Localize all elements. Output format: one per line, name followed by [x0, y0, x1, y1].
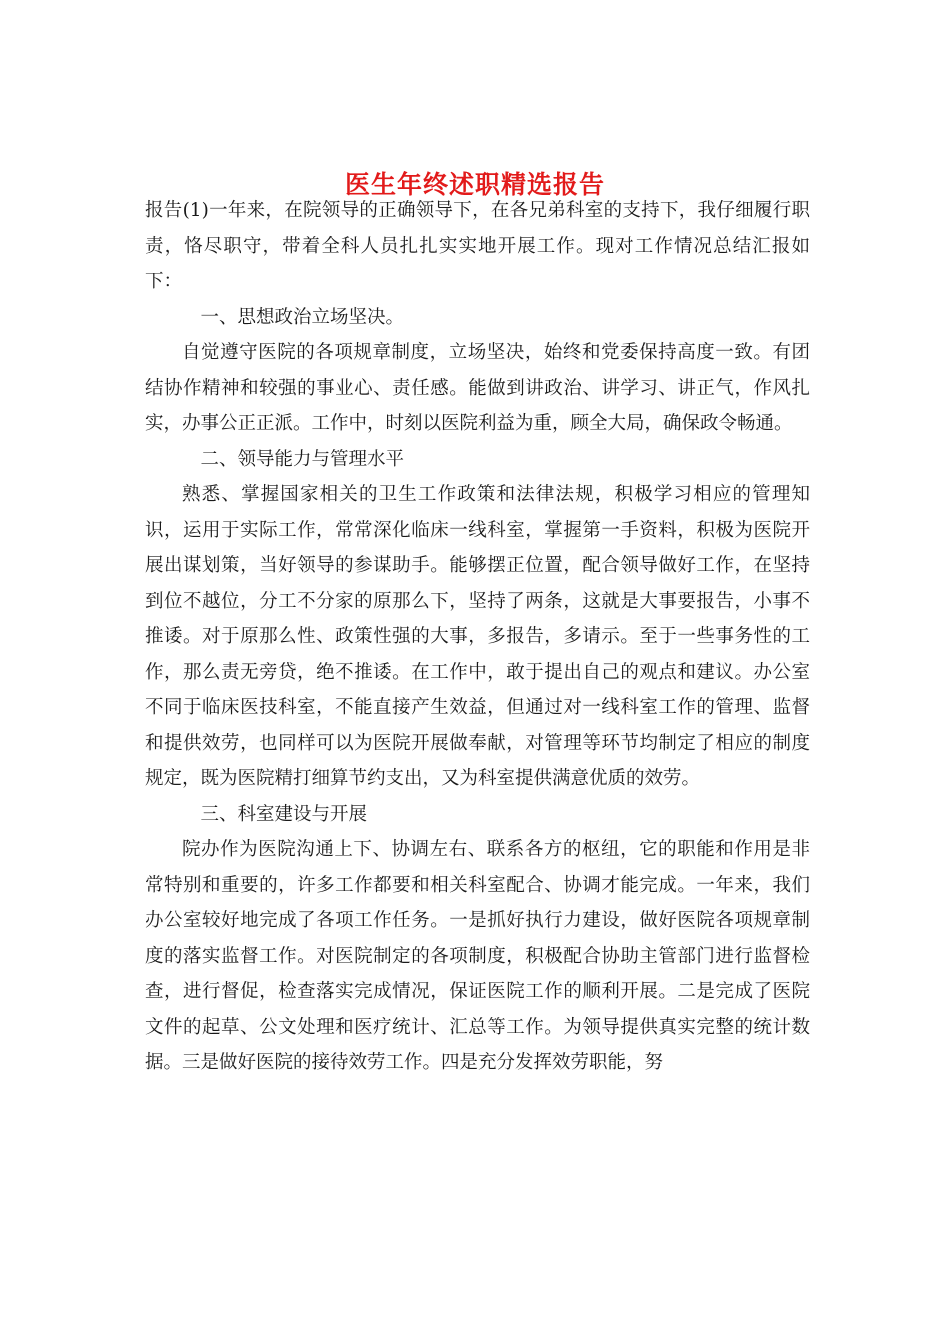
intro-paragraph: 报告(1)一年来，在院领导的正确领导下，在各兄弟科室的支持下，我仔细履行职责，恪尽职守，带着全科人员扎扎实实地开展工作。现对工作情况总结汇报如下： [145, 200, 810, 292]
section-heading-3: 三、科室建设与开展 [200, 803, 368, 825]
section-heading-1: 一、思想政治立场坚决。 [200, 306, 405, 328]
body-paragraph-1: 自觉遵守医院的各项规章制度，立场坚决，始终和党委保持高度一致。有团结协作精神和较强的事业心、责任感。能做到讲政治、讲学习、讲正气，作风扎实，办事公正正派。工作中，时刻以医院利益为重，顾全大局，确保政令畅通。 [145, 342, 810, 434]
document-body [145, 193, 810, 1081]
body-paragraph-3: 院办作为医院沟通上下、协调左右、联系各方的枢纽，它的职能和作用是非常特别和重要的，许多工作都要和相关科室配合、协调才能完成。一年来，我们办公室较好地完成了各项工作任务。一是抓好执行力建设，做好医院各项规章制度的落实监督工作。对医院制定的各项制度，积极配合协助主管部门进行监督检查，进行督促，检查落实完成情况，保证医院工作的顺利开展。二是完成了医院文件的起草、公文处理和医疗统计、汇总等工作。为领导提供真实完整的统计数据。三是做好医院的接待效劳工作。四是充分发挥效劳职能，努 [145, 839, 810, 1073]
section-heading-2: 二、领导能力与管理水平 [200, 448, 405, 470]
body-paragraph-2: 熟悉、掌握国家相关的卫生工作政策和法律法规，积极学习相应的管理知识，运用于实际工作，常常深化临床一线科室，掌握第一手资料，积极为医院开展出谋划策，当好领导的参谋助手。能够摆正位置，配合领导做好工作，在坚持到位不越位，分工不分家的原那么下，坚持了两条，这就是大事要报告，小事不推诿。对于原那么性、政策性强的大事，多报告，多请示。至于一些事务性的工作，那么责无旁贷，绝不推诿。在工作中，敢于提出自己的观点和建议。办公室不同于临床医技科室，不能直接产生效益，但通过对一线科室工作的管理、监督和提供效劳，也同样可以为医院开展做奉献，对管理等环节均制定了相应的制度规定，既为医院精打细算节约支出，又为科室提供满意优质的效劳。 [145, 484, 810, 789]
document-title: 医生年终述职精选报告 [344, 169, 605, 199]
